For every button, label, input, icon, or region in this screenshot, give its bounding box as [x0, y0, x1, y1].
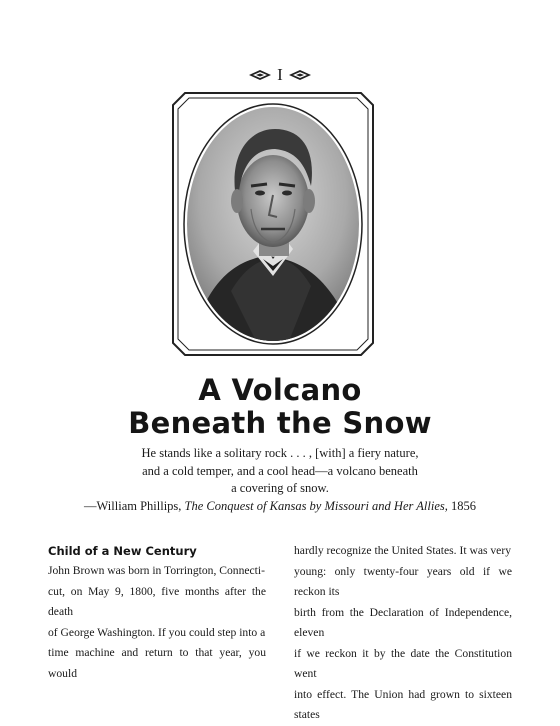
body-column-left [48, 541, 266, 684]
body-line: cut, on May 9, 1800, five months after the death [48, 584, 266, 618]
body-line: John Brown was born in Torrington, Connecti- [48, 564, 265, 577]
portrait-frame [171, 91, 375, 357]
section-heading: Child of a New Century [48, 544, 197, 558]
epigraph-line-2: and a cold temper, and a cool head—a volcano beneath [142, 463, 418, 478]
body-line: into effect. The Union had grown to sixteen states [294, 687, 512, 721]
chapter-title [0, 374, 560, 440]
body-column-right [294, 541, 512, 726]
epigraph-source: The Conquest of Kansas by Missouri and Her Allies, [184, 498, 448, 513]
body-line: birth from the Declaration of Independence, eleven [294, 605, 512, 639]
epigraph-attribution [0, 498, 560, 516]
chapter-number: I [277, 65, 283, 84]
body-line: if we reckon it by the date the Constitution went [294, 646, 512, 680]
epigraph [0, 445, 560, 515]
epigraph-line-1: He stands like a solitary rock . . . , [with] a fiery nature, [141, 446, 419, 460]
title-line-2: Beneath the Snow [128, 406, 432, 440]
title-line-1: A Volcano [198, 373, 362, 407]
body-line: time machine and return to that year, you would [48, 646, 266, 680]
ornament-left-icon [249, 70, 271, 80]
epigraph-year: 1856 [447, 498, 476, 513]
body-line: hardly recognize the United States. It was very [294, 544, 511, 557]
portrait-image [171, 91, 375, 357]
chapter-marker [0, 66, 560, 83]
ornament-right-icon [289, 70, 311, 80]
epigraph-author: —William Phillips, [84, 498, 185, 513]
epigraph-line-3: a covering of snow. [231, 481, 329, 495]
body-line: of George Washington. If you could step into a [48, 625, 266, 639]
body-line: young: only twenty-four years old if we reckon its [294, 564, 512, 598]
